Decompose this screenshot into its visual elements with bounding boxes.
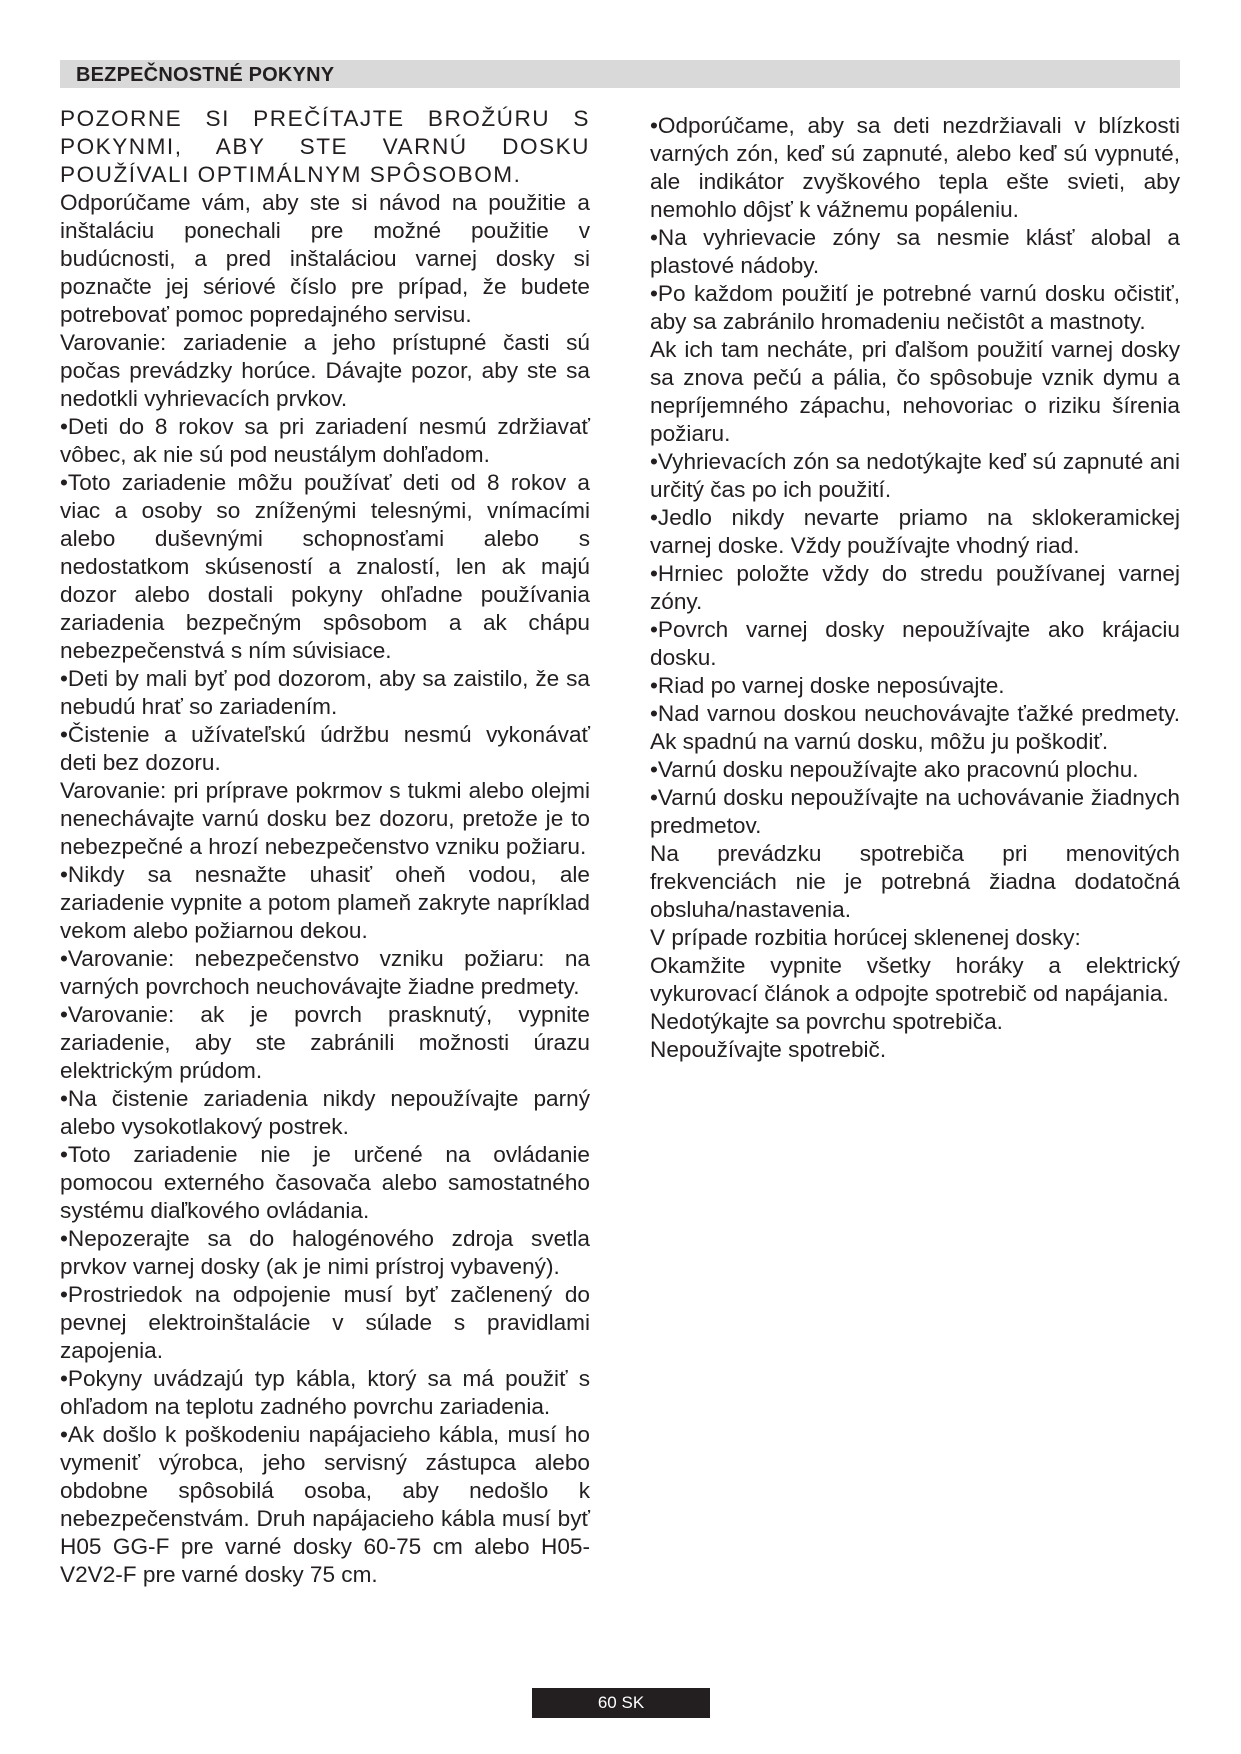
paragraph: •Nepozerajte sa do halogénového zdroja svetla prvkov varnej dosky (ak je nimi prístroj vybavený). [60,1226,590,1279]
paragraph: •Nikdy sa nesnažte uhasiť oheň vodou, ale zariadenie vypnite a potom plameň zakryte napríklad vekom alebo požiarnou dekou. [60,862,590,943]
section-header-bar [60,60,1180,88]
paragraph: •Prostriedok na odpojenie musí byť začlenený do pevnej elektroinštalácie v súlade s pravidlami zapojenia. [60,1282,590,1363]
paragraph: Nepoužívajte spotrebič. [650,1037,887,1062]
paragraph: •Toto zariadenie môžu používať deti od 8 rokov a viac a osoby so zníženými telesnými, vnímacími alebo duševnými schopnosťami alebo s nedostatkom skúseností a znalostí, len ak majú dozor alebo dostali pokyny ohľadne používania zariadenia bezpečným spôsobom a ak chápu nebezpečenstvá s ním súvisiace. [60,470,590,663]
paragraph: •Deti by mali byť pod dozorom, aby sa zaistilo, že sa nebudú hrať so zariadením. [60,666,590,719]
paragraph: •Varnú dosku nepoužívajte ako pracovnú plochu. [650,757,1139,782]
paragraph: POZORNE SI PREČÍTAJTE BROŽÚRU S POKYNMI, ABY STE VARNÚ DOSKU POUŽÍVALI OPTIMÁLNYM SPÔSOBOM. [60,106,590,187]
paragraph: •Deti do 8 rokov sa pri zariadení nesmú zdržiavať vôbec, ak nie sú pod neustálym dohľadom. [60,414,590,467]
paragraph: •Pokyny uvádzajú typ kábla, ktorý sa má použiť s ohľadom na teplotu zadného povrchu zariadenia. [60,1366,590,1419]
paragraph: •Čistenie a užívateľskú údržbu nesmú vykonávať deti bez dozoru. [60,722,590,775]
paragraph: Varovanie: zariadenie a jeho prístupné časti sú počas prevádzky horúce. Dávajte pozor, aby ste sa nedotkli vyhrievacích prvkov. [60,330,590,411]
paragraph: •Na čistenie zariadenia nikdy nepoužívajte parný alebo vysokotlakový postrek. [60,1086,590,1139]
paragraph: Varovanie: pri príprave pokrmov s tukmi alebo olejmi nenechávajte varnú dosku bez dozoru, pretože je to nebezpečné a hrozí nebezpečenstvo vzniku požiaru. [60,778,590,859]
paragraph: V prípade rozbitia horúcej sklenenej dosky: [650,925,1081,950]
paragraph: •Odporúčame, aby sa deti nezdržiavali v blízkosti varných zón, keď sú zapnuté, alebo keď sú vypnuté, ale indikátor zvyškového tepla ešte svieti, aby nemohlo dôjsť k vážnemu popáleniu. [650,113,1180,222]
paragraph: •Varovanie: ak je povrch prasknutý, vypnite zariadenie, aby ste zabránili možnosti úrazu elektrickým prúdom. [60,1002,590,1083]
left-text-column [60,105,590,1589]
paragraph: •Ak došlo k poškodeniu napájacieho kábla, musí ho vymeniť výrobca, jeho servisný zástupca alebo obdobne spôsobilá osoba, aby nedošlo k nebezpečenstvám. Druh napájacieho kábla musí byť H05 GG-F pre varné dosky 60-75 cm alebo H05-V2V2-F pre varné dosky 75 cm. [60,1422,590,1587]
paragraph: •Na vyhrievacie zóny sa nesmie klásť alobal a plastové nádoby. [650,225,1180,278]
paragraph: •Nad varnou doskou neuchovávajte ťažké predmety. Ak spadnú na varnú dosku, môžu ju poškodiť. [650,701,1180,754]
paragraph: •Jedlo nikdy nevarte priamo na sklokeramickej varnej doske. Vždy používajte vhodný riad. [650,505,1180,558]
paragraph: •Hrniec položte vždy do stredu používanej varnej zóny. [650,561,1180,614]
paragraph: •Toto zariadenie nie je určené na ovládanie pomocou externého časovača alebo samostatného systému diaľkového ovládania. [60,1142,590,1223]
paragraph: •Povrch varnej dosky nepoužívajte ako krájaciu dosku. [650,617,1180,670]
paragraph: •Varovanie: nebezpečenstvo vzniku požiaru: na varných povrchoch neuchovávajte žiadne predmety. [60,946,590,999]
paragraph: Odporúčame vám, aby ste si návod na použitie a inštaláciu ponechali pre možné použitie v budúcnosti, a pred inštaláciou varnej dosky si poznačte jej sériové číslo pre prípad, že budete potrebovať pomoc popredajného servisu. [60,190,590,327]
paragraph: Ak ich tam necháte, pri ďalšom použití varnej dosky sa znova pečú a pália, čo spôsobuje vznik dymu a nepríjemného zápachu, nehovoriac o riziku šírenia požiaru. [650,337,1180,446]
paragraph: Nedotýkajte sa povrchu spotrebiča. [650,1009,1003,1034]
paragraph: Okamžite vypnite všetky horáky a elektrický vykurovací článok a odpojte spotrebič od napájania. [650,953,1180,1006]
paragraph: •Riad po varnej doske neposúvajte. [650,673,1005,698]
paragraph: •Po každom použití je potrebné varnú dosku očistiť, aby sa zabránilo hromadeniu nečistôt a mastnoty. [650,281,1180,334]
section-title: BEZPEČNOSTNÉ POKYNY [76,64,335,86]
paragraph: •Vyhrievacích zón sa nedotýkajte keď sú zapnuté ani určitý čas po ich použití. [650,449,1180,502]
right-text-column [650,112,1180,1064]
paragraph: •Varnú dosku nepoužívajte na uchovávanie žiadnych predmetov. [650,785,1180,838]
page-number: 60 SK [532,1688,710,1718]
paragraph: Na prevádzku spotrebiča pri menovitých frekvenciách nie je potrebná žiadna dodatočná obsluha/nastavenia. [650,841,1180,922]
